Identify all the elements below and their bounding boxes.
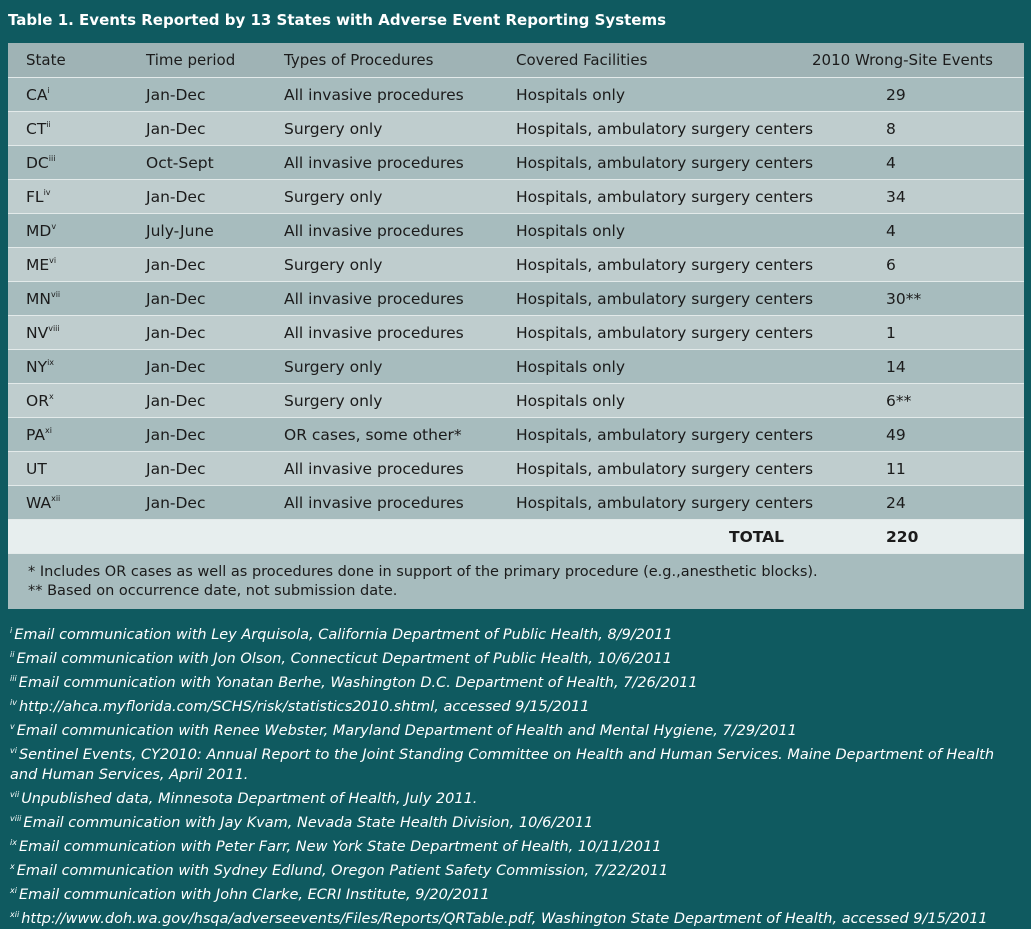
footnote-marker: iv — [10, 698, 17, 707]
events-table-panel — [8, 43, 1024, 609]
total-label: TOTAL — [8, 520, 794, 554]
events-cell: 49 — [794, 418, 1024, 452]
procedures-cell: Surgery only — [266, 350, 498, 384]
table-row — [8, 316, 1024, 350]
time-period-cell: Jan-Dec — [128, 486, 266, 520]
footnote-marker: ix — [10, 838, 17, 847]
facilities-cell: Hospitals only — [498, 350, 794, 384]
footnote-text: Email communication with John Clarke, ECRI Institute, 9/20/2011 — [18, 887, 490, 903]
time-period-cell: Jan-Dec — [128, 350, 266, 384]
footnote-marker: viii — [10, 814, 22, 823]
footnote-marker: xii — [51, 493, 61, 503]
footnote-marker: viii — [48, 323, 60, 333]
footnote — [10, 717, 1020, 741]
table-row — [8, 214, 1024, 248]
footnote — [10, 809, 1020, 833]
column-header-state: State — [8, 43, 128, 78]
state-cell — [8, 486, 128, 520]
procedures-cell: All invasive procedures — [266, 146, 498, 180]
footnote — [10, 785, 1020, 809]
events-cell: 6** — [794, 384, 1024, 418]
state-cell — [8, 418, 128, 452]
procedures-cell: All invasive procedures — [266, 452, 498, 486]
table-row — [8, 486, 1024, 520]
procedures-cell: All invasive procedures — [266, 486, 498, 520]
state-cell — [8, 452, 128, 486]
facilities-cell: Hospitals, ambulatory surgery centers — [498, 248, 794, 282]
table-row — [8, 418, 1024, 452]
facilities-cell: Hospitals, ambulatory surgery centers — [498, 112, 794, 146]
state-cell — [8, 214, 128, 248]
footnote-marker: ii — [10, 650, 15, 659]
time-period-cell: Jan-Dec — [128, 282, 266, 316]
events-cell: 1 — [794, 316, 1024, 350]
procedures-cell: Surgery only — [266, 384, 498, 418]
footnote-text: Unpublished data, Minnesota Department of Health, July 2011. — [21, 791, 478, 807]
total-value: 220 — [794, 520, 1024, 554]
state-cell — [8, 384, 128, 418]
footnote-marker: vi — [49, 255, 57, 265]
table-row — [8, 112, 1024, 146]
table-row — [8, 384, 1024, 418]
events-cell: 4 — [794, 214, 1024, 248]
procedures-cell: Surgery only — [266, 112, 498, 146]
events-cell: 30** — [794, 282, 1024, 316]
events-cell: 6 — [794, 248, 1024, 282]
column-header-facilities: Covered Facilities — [498, 43, 794, 78]
time-period-cell: Jan-Dec — [128, 384, 266, 418]
state-cell — [8, 316, 128, 350]
procedures-cell: All invasive procedures — [266, 282, 498, 316]
state-code: OR — [26, 391, 49, 410]
events-cell: 11 — [794, 452, 1024, 486]
time-period-cell: Jan-Dec — [128, 112, 266, 146]
time-period-cell: Jan-Dec — [128, 316, 266, 350]
footnote-marker: xi — [10, 886, 17, 895]
footnote-text: Email communication with Jon Olson, Connecticut Department of Public Health, 10/6/2011 — [16, 651, 672, 667]
footnote-text: Email communication with Sydney Edlund, Oregon Patient Safety Commission, 7/22/2011 — [16, 863, 669, 879]
footnote — [10, 857, 1020, 881]
footnote — [10, 833, 1020, 857]
state-code: DC — [26, 153, 49, 172]
time-period-cell: Jan-Dec — [128, 180, 266, 214]
column-header-time-period: Time period — [128, 43, 266, 78]
footnote-marker: iii — [10, 674, 17, 683]
footnotes — [10, 621, 1020, 929]
table-row — [8, 350, 1024, 384]
table-row — [8, 146, 1024, 180]
time-period-cell: Oct-Sept — [128, 146, 266, 180]
events-table — [8, 43, 1024, 554]
footnote-marker: iii — [48, 153, 56, 163]
footnote-marker: iv — [43, 187, 51, 197]
note-double-asterisk: ** Based on occurrence date, not submission date. — [28, 583, 398, 599]
events-cell: 29 — [794, 78, 1024, 112]
time-period-cell: Jan-Dec — [128, 78, 266, 112]
table-body — [8, 78, 1024, 520]
footnote-marker: ii — [46, 119, 51, 129]
procedures-cell: All invasive procedures — [266, 78, 498, 112]
events-cell: 14 — [794, 350, 1024, 384]
state-cell — [8, 282, 128, 316]
state-code: ME — [26, 255, 50, 274]
events-cell: 8 — [794, 112, 1024, 146]
footnote-marker: ix — [47, 357, 55, 367]
footnote-text: Email communication with Renee Webster, Maryland Department of Health and Mental Hygiene, 7/29/2011 — [16, 723, 797, 739]
state-cell — [8, 350, 128, 384]
footnote-marker: i — [47, 85, 50, 95]
footnote-marker: x — [10, 862, 15, 871]
facilities-cell: Hospitals, ambulatory surgery centers — [498, 146, 794, 180]
table-header-row — [8, 43, 1024, 78]
table-row — [8, 248, 1024, 282]
column-header-events: 2010 Wrong-Site Events — [794, 43, 1024, 78]
footnote-marker: x — [48, 391, 54, 401]
state-code: WA — [26, 493, 52, 512]
procedures-cell: All invasive procedures — [266, 316, 498, 350]
state-code: MN — [26, 289, 51, 308]
table-title: Table 1. Events Reported by 13 States with Adverse Event Reporting Systems — [8, 11, 667, 29]
column-header-procedures: Types of Procedures — [266, 43, 498, 78]
footnote-marker: vi — [10, 746, 17, 755]
time-period-cell: July-June — [128, 214, 266, 248]
facilities-cell: Hospitals, ambulatory surgery centers — [498, 180, 794, 214]
table-row — [8, 452, 1024, 486]
state-code: PA — [26, 425, 45, 444]
footnote — [10, 645, 1020, 669]
facilities-cell: Hospitals only — [498, 78, 794, 112]
table-row — [8, 78, 1024, 112]
facilities-cell: Hospitals only — [498, 384, 794, 418]
time-period-cell: Jan-Dec — [128, 248, 266, 282]
footnote-text: http://ahca.myflorida.com/SCHS/risk/statistics2010.shtml, accessed 9/15/2011 — [18, 699, 590, 715]
footnote-marker: v — [10, 722, 15, 731]
state-code: NV — [26, 323, 49, 342]
footnote-text: Email communication with Yonatan Berhe, Washington D.C. Department of Health, 7/26/2011 — [18, 675, 698, 691]
state-code: FL — [26, 187, 44, 206]
footnote — [10, 669, 1020, 693]
time-period-cell: Jan-Dec — [128, 418, 266, 452]
footnote-text: Email communication with Ley Arquisola, California Department of Public Health, 8/9/2011 — [14, 627, 673, 643]
state-cell — [8, 180, 128, 214]
facilities-cell: Hospitals, ambulatory surgery centers — [498, 418, 794, 452]
footnote-text: Email communication with Jay Kvam, Nevada State Health Division, 10/6/2011 — [23, 815, 594, 831]
procedures-cell: Surgery only — [266, 248, 498, 282]
footnote-marker: xii — [10, 910, 20, 919]
state-cell — [8, 248, 128, 282]
state-cell — [8, 112, 128, 146]
state-code: UT — [26, 459, 47, 478]
procedures-cell: Surgery only — [266, 180, 498, 214]
note-asterisk: * Includes OR cases as well as procedures done in support of the primary procedure (e.g.,anesthetic blocks). — [28, 564, 818, 580]
footnote-text: Sentinel Events, CY2010: Annual Report to the Joint Standing Committee on Health and Human Services. Maine Department of Health and Human Services, April 2011. — [10, 747, 995, 783]
footnote — [10, 693, 1020, 717]
footnote — [10, 621, 1020, 645]
facilities-cell: Hospitals only — [498, 214, 794, 248]
footnote — [10, 905, 1020, 929]
state-code: CT — [26, 119, 47, 138]
state-code: MD — [26, 221, 52, 240]
procedures-cell: OR cases, some other* — [266, 418, 498, 452]
footnote-marker: vii — [10, 790, 20, 799]
footnote-marker: v — [51, 221, 57, 231]
table-notes — [8, 554, 1024, 609]
facilities-cell: Hospitals, ambulatory surgery centers — [498, 282, 794, 316]
state-code: CA — [26, 85, 48, 104]
footnote-text: Email communication with Peter Farr, New York State Department of Health, 10/11/2011 — [18, 839, 662, 855]
time-period-cell: Jan-Dec — [128, 452, 266, 486]
facilities-cell: Hospitals, ambulatory surgery centers — [498, 452, 794, 486]
footnote — [10, 741, 1020, 785]
total-row — [8, 520, 1024, 554]
footnote-text: http://www.doh.wa.gov/hsqa/adverseevents/Files/Reports/QRTable.pdf, Washington State Department of Health, accessed 9/15/2011 — [21, 911, 988, 927]
state-code: NY — [26, 357, 48, 376]
events-cell: 4 — [794, 146, 1024, 180]
footnote — [10, 881, 1020, 905]
footnote-marker: i — [10, 626, 13, 635]
state-cell — [8, 78, 128, 112]
events-cell: 24 — [794, 486, 1024, 520]
footnote-marker: xi — [44, 425, 52, 435]
procedures-cell: All invasive procedures — [266, 214, 498, 248]
state-cell — [8, 146, 128, 180]
table-row — [8, 282, 1024, 316]
events-cell: 34 — [794, 180, 1024, 214]
facilities-cell: Hospitals, ambulatory surgery centers — [498, 316, 794, 350]
table-row — [8, 180, 1024, 214]
facilities-cell: Hospitals, ambulatory surgery centers — [498, 486, 794, 520]
footnote-marker: vii — [50, 289, 61, 299]
